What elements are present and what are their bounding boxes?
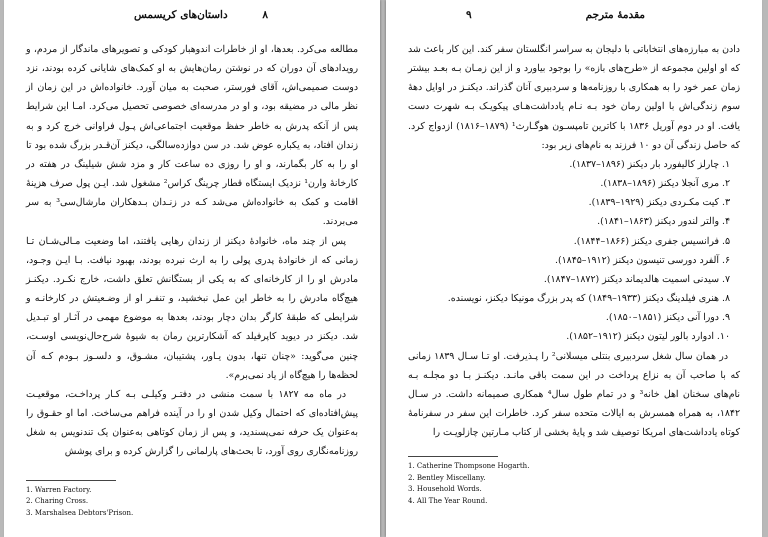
list-item: ۸. هنری فیلدینگ دیکنز (۱۹۳۳–۱۸۴۹) که پدر بزرگ مونیکا دیکنز، نویسنده. <box>447 293 730 305</box>
list-item: ۴. والتر لندور دیکنز (۱۸۶۳–۱۸۴۱). <box>597 216 730 228</box>
footnote: 4. All The Year Round. <box>408 496 488 505</box>
paragraph: دادن به مبارزه‌های انتخاباتی با دلیجان به سراسر انگلستان سفر کند. این کار باعث شد که او اولین مجموعه از «طرح‌های بازه» را بوجود بیاورد و از این زمـان بـه بعـد بیشتر زمان عمر خود را به همکاری با روزنامه‌ها و سردبیری آنان گذراند. دیکنـز در اوایل دههٔ سوم زندگی‌اش با اولین رمان خود بـه نـام یادداشت‌هـای پیکویـک بـه شهرت دست یافت. او در دوم آوریل ۱۸۳۶ با کاترین تامپسـون هوگـارث¹ (۱۸۷۹–۱۸۱۶) ازدواج کرد. که حاصل زندگی آن دو ۱۰ فرزند به نام‌های زیر بود: <box>408 44 740 151</box>
running-title: مقدمهٔ مترجم <box>585 9 645 21</box>
list-item: ۷. سیدنی اسمیت هالدیماند دیکنز (۱۸۷۲–۱۸۴۷). <box>543 273 730 285</box>
footnote-rule <box>408 456 498 457</box>
footnote: 1. Catherine Thompsone Hogarth. <box>408 462 530 470</box>
list-item: ۲. مری آنجلا دیکنز (۱۸۹۶–۱۸۳۸). <box>600 178 730 190</box>
list-item: ۹. دورا آنی دیکنز (۱۸۵۱–۱۸۵۰). <box>605 312 730 324</box>
footnotes <box>26 480 226 520</box>
right-page-header <box>408 4 740 26</box>
list-item: ۶. آلفرد دورسی تنیسون دیکنز (۱۹۱۲–۱۸۴۵). <box>555 254 730 266</box>
list-item: ۳. کیت مکـردی دیکنز (۱۹۲۹–۱۸۳۹). <box>588 197 730 209</box>
footnote: 3. Household Words. <box>408 485 482 493</box>
page-number: ۸ <box>262 9 268 21</box>
list-item: ۵. فرانسیس جفری دیکنز (۱۸۶۶–۱۸۴۴). <box>573 235 730 247</box>
paragraph: پس از چند ماه، خانوادهٔ دیکنز از زندان رهایی یافتند، اما وضعیت مـالی‌شـان تـا زمانی که از خانوادهٔ پدری پولی را به ارث نبرده بودند، بهبود نیافت. بـا ایـن وجـود، مادرش او را از کارخانه‌ای که به یکی از بستگانش تعلق داشت، خارج نکـرد. دیکنـز هیچ‌گاه مادرش را به خاطر این عمل نبخشید، و تنفـر او از وضـعیتش در کارخانـه و شرایطی که طبقهٔ کارگر بدان دچار بودند، بعدها به موضوع مهمی در آثـار او تبـدیل شد. دیکنز در دیوید کاپرفیلد که آشکارترین رمان به شیوهٔ شرح‌حال‌نویسی اوسـت، چنین می‌گوید: «چنان تنها، بدون یـاور، پشتیبان، مشـوق، و دلسـوز بـودم کـه آن لحظه‌ها را هیچ‌گاه از یاد نمی‌برم». <box>26 235 358 381</box>
paragraph: در ماه مه ۱۸۲۷ با سمت منشی در دفتـر وکیلـی بـه کـار پرداخـت، موقعیـت پیش‌افتاده‌ای که احتمال وکیل شدن او را در آینده فراهم می‌ساخت. اما او حقـوق را به‌عنوان یک حرفه نمی‌پسندید، و پس از زمان کوتاهی به‌عنوان یک تندنویس به شغل روزنامه‌نگاری روی آورد، تا بحث‌های پارلمانی را گزارش کرده و برای پوشش <box>26 388 358 458</box>
left-page-body <box>26 40 358 461</box>
footnote: 1. Warren Factory. <box>26 485 92 494</box>
left-page <box>4 0 380 537</box>
footnotes <box>408 456 608 507</box>
left-page-header <box>26 4 358 26</box>
footnote-rule <box>26 480 116 481</box>
footnote: 3. Marshalsea Debtors'Prison. <box>26 508 134 517</box>
right-page-body <box>408 40 740 442</box>
list-item: ۱. چارلز کالیفورد بار دیکنز (۱۸۹۶–۱۸۳۷). <box>569 158 730 170</box>
footnote: 2. Bentley Miscellany. <box>408 473 486 482</box>
paragraph: در همان سال شغل سردبیری بنتلی میسلانی² را پـذیرفت. او تـا سـال ۱۸۳۹ زمانی که با صاحب آن به نزاع پرداخت در این سمت باقی مانـد. دیکنـز بـا دو مجلـه بـه نام‌های سخنان اهل خانه³ و در تمام طول سال⁴ همکاری صمیمانه داشت. در سـال ۱۸۴۲، به همراه همسرش به ایالات متحده سفر کرد. خاطرات این سفر در سفرنامهٔ کوتاه یادداشت‌های امریکا توصیف شد و پایهٔ بخشی از کتاب مـارتین چازلویـت را <box>408 350 741 439</box>
list-item: ۱۰. ادوارد بالور لیتون دیکنز (۱۹۱۲–۱۸۵۲). <box>566 331 730 343</box>
right-page <box>386 0 762 537</box>
footnote: 2. Charing Cross. <box>26 497 89 505</box>
paragraph: مطالعه می‌کرد. بعدها، او از خاطرات اندوهبار کودکی و تصویرهای ماندگار از مردم، و رویدادهای آن دوران که در نوشتن رمان‌هایش به او کمک‌های شایانی کرده بودند، نزد دوست صمیمی‌اش، آقای فورستر، صحبت به میان آورد. خانواده‌اش در این زمان از نظر مالی در مضیقه بود، و او در مدرسه‌ای خصوصی تحصیل می‌کرد. امـا این شرایط پس از آنکه پدرش به خاطر حفظ موقعیت اجتماعی‌اش پـول فراوانی خرج کرد و به زندان افتاد، به یکباره عوض شد. در سن دوازده‌سالگی، دیکنز آن‌قـدر بزرگ شده بود تا او را به کار بگمارند، و او را روزی ده ساعت کار و مزد شش شیلینگ در هفته در کارخانهٔ وارن¹ نزدیک ایستگاه قطار چرینگ کراس² مشغول شد. ایـن پول صرف هزینهٔ اقامت و کمک به خانواده‌اش می‌شد کـه در زنـدان بـدهکاران مارشال‌سی³ به سر می‌بردند. <box>26 44 359 228</box>
children-list <box>408 155 740 347</box>
running-title: داستان‌های کریسمس <box>134 9 228 21</box>
page-number: ۹ <box>466 9 472 21</box>
